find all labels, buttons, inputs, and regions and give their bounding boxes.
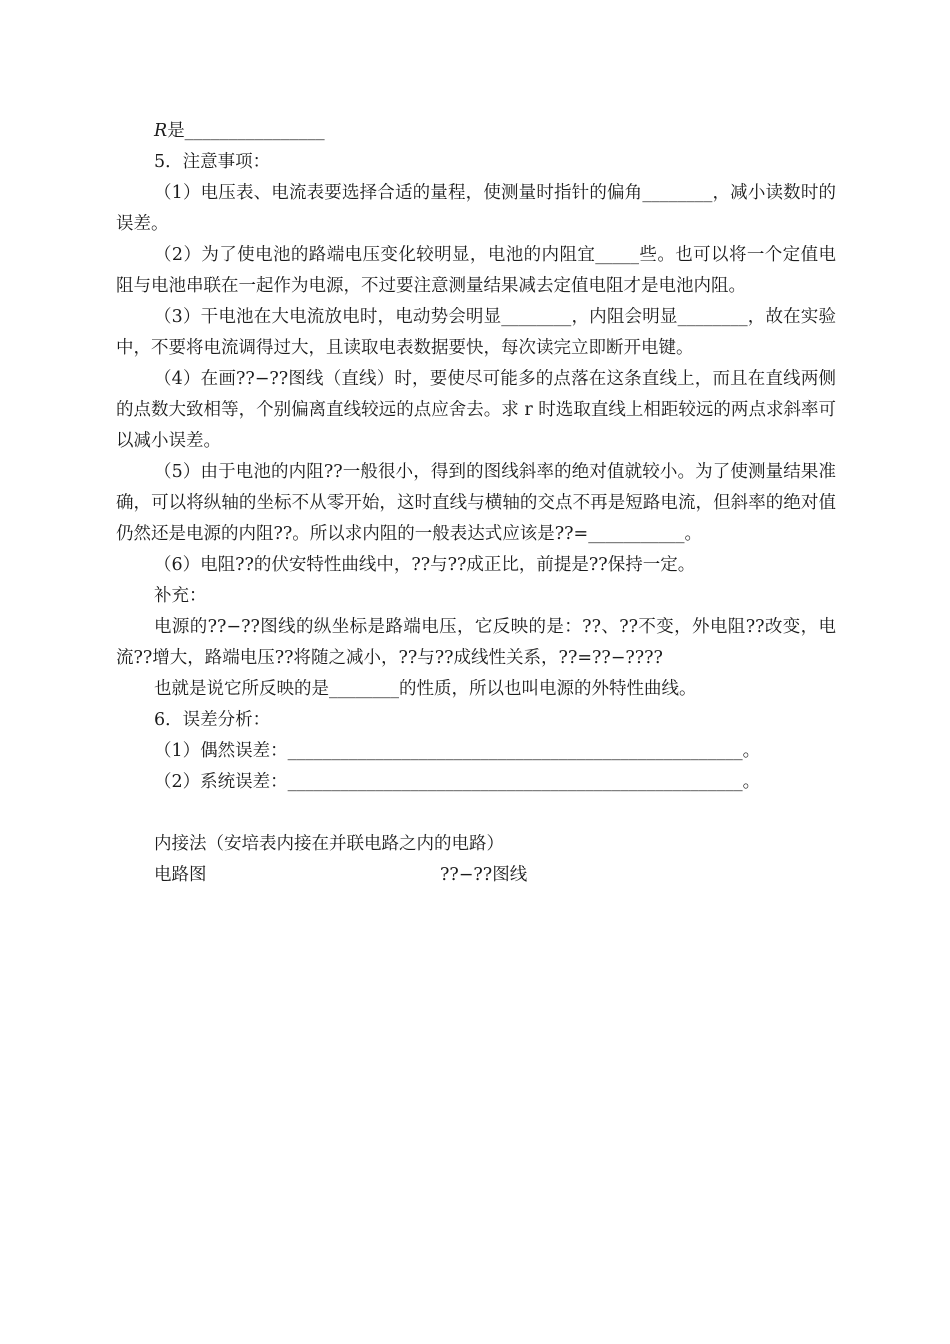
note-3: （3）干电池在大电流放电时，电动势会明显________，内阻会明显________，故在实验中，不要将电流调得过大，且读取电表数据要快，每次读完立即断开电键。 xyxy=(116,307,836,358)
note-2: （2）为了使电池的路端电压变化较明显，电池的内阻宜_____些。也可以将一个定值电阻与电池串联在一起作为电源，不过要注意测量结果减去定值电阻才是电池内阻。 xyxy=(116,245,836,296)
document-page xyxy=(116,116,836,891)
supplement-body: 电源的??−??图线的纵坐标是路端电压，它反映的是：??、??不变，外电阻??改变，电流??增大，路端电压??将随之减小，??与??成线性关系，??=??−???? xyxy=(116,617,836,668)
note-5: （5）由于电池的内阻??一般很小，得到的图线斜率的绝对值就较小。为了使测量结果准确，可以将纵轴的坐标不从零开始，这时直线与横轴的交点不再是短路电流，但斜率的绝对值仍然还是电源的内阻??。所以求内阻的一般表达式应该是??=___________。 xyxy=(116,462,836,544)
error-systematic: （2）系统误差：____________________________________________________。 xyxy=(154,772,761,792)
r-variable: R xyxy=(154,121,168,141)
r-blank-text: 是________________ xyxy=(167,121,325,141)
spacer xyxy=(116,798,836,829)
r-line xyxy=(116,116,836,147)
supplement-title: 补充： xyxy=(154,586,207,606)
section-6-title: 6．误差分析： xyxy=(154,710,271,730)
note-4: （4）在画??−??图线（直线）时，要使尽可能多的点落在这条直线上，而且在直线两侧的点数大致相等，个别偏离直线较远的点应舍去。求 r 时选取直线上相距较远的两点求斜率可以减小误差。 xyxy=(116,369,836,451)
supplement-note: 也就是说它所反映的是________的性质，所以也叫电源的外特性曲线。 xyxy=(154,679,697,699)
section-5-title: 5．注意事项： xyxy=(154,152,271,172)
circuit-diagram-label: 电路图 xyxy=(154,865,207,885)
note-6: （6）电阻??的伏安特性曲线中，??与??成正比，前提是??保持一定。 xyxy=(154,555,696,575)
inner-method-title: 内接法（安培表内接在并联电路之内的电路） xyxy=(154,834,504,854)
figure-labels xyxy=(116,860,836,891)
error-random: （1）偶然误差：____________________________________________________。 xyxy=(154,741,761,761)
note-1: （1）电压表、电流表要选择合适的量程，使测量时指针的偏角________，减小读数时的误差。 xyxy=(116,183,836,234)
graph-label: ??−??图线 xyxy=(440,865,528,885)
